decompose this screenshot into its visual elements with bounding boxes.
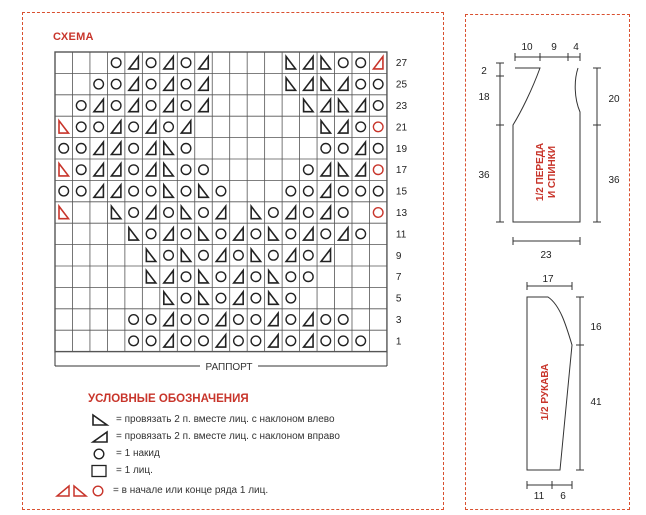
repeat-label: РАППОРТ: [205, 362, 253, 373]
yarn-over-symbol: [111, 101, 121, 111]
front-back-pattern: [478, 42, 620, 261]
yarn-over-symbol: [251, 272, 261, 282]
left-slant-symbol: [269, 228, 278, 240]
yarn-over-symbol: [304, 208, 314, 218]
yarn-over-symbol: [181, 293, 191, 303]
right-slant-symbol: [199, 78, 208, 90]
right-slant-symbol: [304, 335, 313, 347]
yarn-over-symbol: [111, 79, 121, 89]
yarn-over-symbol: [129, 336, 139, 346]
right-slant-symbol: [94, 142, 103, 154]
left-slant-symbol: [199, 185, 208, 197]
yarn-over-symbol: [164, 251, 174, 261]
yarn-over-symbol: [181, 186, 191, 196]
right-slant-symbol: [269, 335, 278, 347]
right-slant-symbol: [146, 206, 155, 218]
yarn-over-symbol: [129, 144, 139, 154]
left-slant-symbol: [111, 206, 120, 218]
edge-yarn-over-symbol: [373, 122, 383, 132]
yarn-over-symbol: [269, 251, 279, 261]
yarn-over-symbol: [129, 122, 139, 132]
right-slant-symbol: [164, 271, 173, 283]
row-number: 21: [395, 122, 408, 134]
right-slant-symbol: [94, 185, 103, 197]
left-slant-symbol: [286, 78, 295, 90]
yarn-over-symbol: [286, 293, 296, 303]
yarn-over-symbol: [76, 186, 86, 196]
right-slant-symbol: [216, 249, 225, 261]
yarn-over-symbol: [164, 208, 174, 218]
right-slant-symbol: [216, 313, 225, 325]
yarn-over-symbol: [321, 144, 331, 154]
legend-item-knit: [90, 463, 153, 478]
yarn-over-symbol: [356, 122, 366, 132]
yarn-over-symbol: [146, 79, 156, 89]
legend-item-yarn-over: [90, 446, 160, 461]
yarn-over-symbol: [216, 293, 226, 303]
left-slant-symbol: [321, 78, 330, 90]
left-slant-symbol: [146, 249, 155, 261]
yarn-over-symbol: [181, 165, 191, 175]
edge-left-slant-symbol: [59, 164, 68, 176]
yarn-over-symbol: [181, 336, 191, 346]
legend-item-left-slant: [90, 412, 335, 427]
row-numbers: [396, 58, 408, 347]
right-slant-symbol: [111, 142, 120, 154]
row-number: 9: [395, 250, 402, 262]
yarn-over-symbol: [181, 101, 191, 111]
right-slant-symbol: [216, 206, 225, 218]
edge-yarn-over-symbol: [373, 208, 383, 218]
right-slant-symbol: [181, 121, 190, 133]
left-slant-symbol: [199, 292, 208, 304]
dim-left-armhole: 18: [478, 92, 490, 103]
right-slant-symbol: [234, 292, 243, 304]
front-back-label-2: И СПИНКИ: [547, 145, 558, 199]
yarn-over-symbol: [216, 272, 226, 282]
knit-stitch-icon: [90, 464, 112, 478]
yarn-over-symbol: [146, 58, 156, 68]
yarn-over-symbol: [286, 186, 296, 196]
yarn-over-symbol: [338, 186, 348, 196]
yarn-over-symbol: [216, 186, 226, 196]
row-number: 13: [395, 208, 408, 219]
legend-text-left-slant: = провязать 2 п. вместе лиц. с наклоном влево: [116, 414, 335, 425]
right-slant-decrease-icon: [90, 430, 112, 444]
right-slant-symbol: [164, 57, 173, 69]
front-back-label-1: 1/2 ПЕРЕДА: [535, 142, 546, 202]
dim-sleeve-bottom-left: 11: [533, 491, 545, 502]
right-slant-symbol: [111, 164, 120, 176]
yarn-over-symbol: [373, 144, 383, 154]
right-slant-symbol: [269, 313, 278, 325]
yarn-over-symbol: [373, 101, 383, 111]
yarn-over-symbol: [338, 144, 348, 154]
edge-left-slant-icon: [74, 486, 86, 496]
left-slant-symbol: [339, 164, 348, 176]
yarn-over-symbol: [286, 229, 296, 239]
right-slant-symbol: [146, 164, 155, 176]
yarn-over-symbol: [181, 58, 191, 68]
yarn-over-symbol: [94, 79, 104, 89]
right-slant-symbol: [234, 228, 243, 240]
yarn-over-symbol: [251, 293, 261, 303]
yarn-over-symbol: [338, 58, 348, 68]
right-slant-symbol: [339, 228, 348, 240]
yarn-over-symbol: [129, 315, 139, 325]
yarn-over-symbol: [269, 208, 279, 218]
yarn-over-symbol: [338, 315, 348, 325]
dim-left-body: 36: [478, 170, 490, 181]
yarn-over-symbol: [356, 186, 366, 196]
yarn-over-symbol: [76, 144, 86, 154]
yarn-over-symbol: [338, 208, 348, 218]
right-slant-symbol: [164, 313, 173, 325]
right-slant-symbol: [146, 121, 155, 133]
yarn-over-symbol: [234, 336, 244, 346]
yarn-over-symbol: [129, 165, 139, 175]
dim-sleeve-top: 17: [542, 274, 554, 285]
yarn-over-symbol: [146, 229, 156, 239]
left-slant-symbol: [251, 249, 260, 261]
right-slant-symbol: [199, 99, 208, 111]
edge-right-slant-icon: [57, 486, 69, 496]
right-slant-symbol: [304, 228, 313, 240]
left-slant-symbol: [164, 292, 173, 304]
right-slant-symbol: [234, 271, 243, 283]
right-slant-symbol: [321, 206, 330, 218]
row-number: 11: [395, 229, 407, 241]
right-slant-symbol: [321, 249, 330, 261]
dim-sleeve-bottom-right: 6: [560, 491, 566, 502]
right-slant-symbol: [339, 78, 348, 90]
right-slant-symbol: [304, 57, 313, 69]
row-number: 17: [395, 165, 408, 177]
row-number: 23: [395, 101, 408, 112]
dim-left-top: 2: [481, 66, 487, 77]
right-slant-symbol: [129, 78, 138, 90]
legend-title: УСЛОВНЫЕ ОБОЗНАЧЕНИЯ: [88, 393, 249, 405]
yarn-over-symbol: [181, 144, 191, 154]
yarn-over-symbol: [251, 229, 261, 239]
yarn-over-symbol: [321, 229, 331, 239]
yarn-over-symbol: [199, 315, 209, 325]
dim-sleeve-length: 41: [590, 397, 602, 408]
left-slant-symbol: [129, 228, 138, 240]
row-number: 5: [395, 293, 402, 305]
yarn-over-symbol: [356, 336, 366, 346]
yarn-over-symbol: [146, 186, 156, 196]
yarn-over-symbol: [129, 186, 139, 196]
row-number: 25: [395, 79, 408, 91]
row-number: 3: [395, 315, 402, 326]
yarn-over-symbol: [234, 315, 244, 325]
row-number: 15: [395, 186, 408, 198]
yarn-over-symbol: [181, 229, 191, 239]
right-slant-symbol: [304, 313, 313, 325]
chart-grid-lines: [55, 52, 387, 352]
left-slant-symbol: [181, 206, 190, 218]
yarn-over-symbol: [321, 315, 331, 325]
yarn-over-symbol: [251, 336, 261, 346]
left-slant-symbol: [199, 271, 208, 283]
right-slant-symbol: [94, 164, 103, 176]
edge-yarn-over-symbol: [373, 165, 383, 175]
edge-stitch-icons: [55, 484, 109, 498]
yarn-over-symbol: [373, 79, 383, 89]
yarn-over-symbol: [356, 229, 366, 239]
left-slant-symbol: [321, 121, 330, 133]
yarn-over-symbol: [164, 122, 174, 132]
right-slant-symbol: [356, 99, 365, 111]
right-slant-symbol: [216, 335, 225, 347]
yarn-over-symbol: [59, 144, 69, 154]
left-slant-symbol: [164, 142, 173, 154]
yarn-over-symbol: [76, 101, 86, 111]
left-slant-symbol: [181, 249, 190, 261]
row-number: 7: [395, 272, 402, 284]
left-slant-decrease-icon: [90, 413, 112, 427]
yarn-over-symbol: [286, 336, 296, 346]
right-slant-symbol: [199, 57, 208, 69]
yarn-over-symbol: [199, 208, 209, 218]
dim-top-shoulder: 9: [551, 42, 557, 53]
yarn-over-symbol: [199, 336, 209, 346]
right-slant-symbol: [321, 164, 330, 176]
left-slant-symbol: [199, 228, 208, 240]
edge-yarn-over-icon: [93, 486, 103, 496]
legend-item-right-slant: [90, 429, 340, 444]
right-slant-symbol: [129, 57, 138, 69]
left-slant-symbol: [269, 292, 278, 304]
right-slant-symbol: [356, 142, 365, 154]
left-slant-symbol: [146, 271, 155, 283]
yarn-over-symbol: [356, 79, 366, 89]
sleeve-label: 1/2 РУКАВА: [540, 363, 551, 421]
right-slant-symbol: [146, 142, 155, 154]
left-slant-symbol: [286, 57, 295, 69]
yarn-over-symbol: [304, 251, 314, 261]
yarn-over-symbol: [181, 272, 191, 282]
right-slant-symbol: [286, 249, 295, 261]
row-number: 27: [395, 58, 408, 70]
yarn-over-symbol: [356, 58, 366, 68]
yarn-over-symbol: [111, 58, 121, 68]
yarn-over-symbol: [304, 186, 314, 196]
yarn-over-symbol: [146, 336, 156, 346]
right-slant-symbol: [164, 78, 173, 90]
yarn-over-symbol: [59, 186, 69, 196]
dim-sleeve-cap: 16: [590, 322, 602, 333]
yarn-over-symbol: [181, 315, 191, 325]
legend-item-edge: [55, 483, 268, 498]
right-slant-symbol: [304, 78, 313, 90]
left-slant-symbol: [304, 99, 313, 111]
row-number: 1: [395, 336, 402, 348]
right-slant-symbol: [111, 185, 120, 197]
right-slant-symbol: [164, 228, 173, 240]
yarn-over-symbol: [199, 165, 209, 175]
yarn-over-symbol: [146, 101, 156, 111]
right-slant-symbol: [164, 335, 173, 347]
right-slant-symbol: [164, 99, 173, 111]
dim-bottom: 23: [540, 250, 552, 261]
yarn-over-symbol: [338, 336, 348, 346]
scheme-title: СХЕМА: [53, 31, 94, 43]
right-slant-symbol: [321, 185, 330, 197]
dim-top-edge: 4: [573, 42, 579, 53]
edge-left-slant-symbol: [59, 206, 68, 218]
yarn-over-symbol: [199, 251, 209, 261]
right-slant-symbol: [339, 121, 348, 133]
dim-right-body: 36: [608, 175, 620, 186]
row-number: 19: [395, 143, 408, 155]
yarn-over-symbol: [146, 315, 156, 325]
edge-right-slant-symbol: [373, 57, 382, 69]
legend-text-edge: = в начале или конце ряда 1 лиц.: [113, 485, 269, 496]
yarn-over-symbol: [129, 208, 139, 218]
yarn-over-symbol: [304, 165, 314, 175]
yarn-over-symbol: [94, 122, 104, 132]
left-slant-symbol: [164, 185, 173, 197]
yarn-over-symbol: [251, 315, 261, 325]
yarn-over-symbol: [373, 186, 383, 196]
yarn-over-symbol: [76, 122, 86, 132]
yarn-over-symbol: [181, 79, 191, 89]
yarn-over-symbol: [234, 251, 244, 261]
edge-left-slant-symbol: [59, 121, 68, 133]
legend-text-knit: = 1 лиц.: [116, 465, 153, 476]
yarn-over-icon: [90, 447, 112, 461]
right-slant-symbol: [129, 99, 138, 111]
yarn-over-symbol: [321, 336, 331, 346]
dim-right-armhole: 20: [608, 94, 620, 105]
right-slant-symbol: [286, 206, 295, 218]
left-slant-symbol: [164, 164, 173, 176]
left-slant-symbol: [251, 206, 260, 218]
yarn-over-symbol: [76, 165, 86, 175]
knitting-chart: [55, 52, 387, 352]
left-slant-symbol: [269, 271, 278, 283]
right-slant-symbol: [321, 99, 330, 111]
left-slant-symbol: [321, 57, 330, 69]
right-slant-symbol: [94, 99, 103, 111]
yarn-over-symbol: [286, 315, 296, 325]
yarn-over-symbol: [216, 229, 226, 239]
right-slant-symbol: [111, 121, 120, 133]
dim-top-neck: 10: [521, 42, 533, 53]
left-slant-symbol: [339, 99, 348, 111]
right-slant-symbol: [356, 164, 365, 176]
yarn-over-symbol: [286, 272, 296, 282]
legend-text-yarn-over: = 1 накид: [116, 448, 160, 459]
sleeve-pattern: [527, 274, 602, 502]
legend-text-right-slant: = провязать 2 п. вместе лиц. с наклоном вправо: [116, 431, 340, 442]
yarn-over-symbol: [304, 272, 314, 282]
